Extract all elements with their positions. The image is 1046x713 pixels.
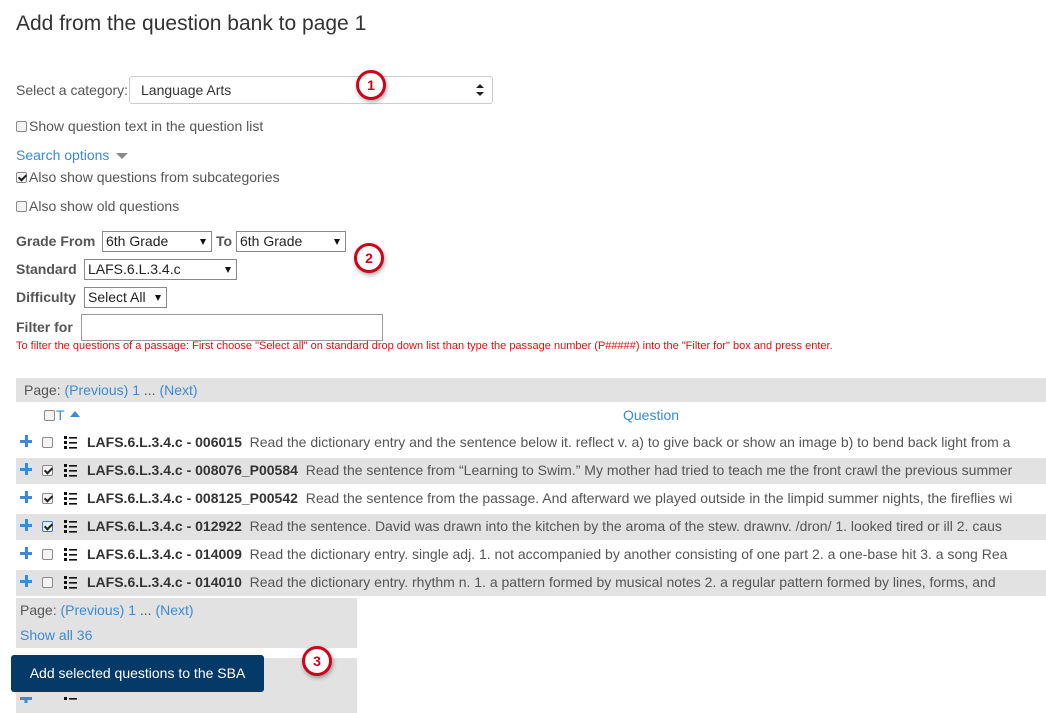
grade-from-label: Grade From <box>16 233 96 249</box>
column-type-header[interactable] <box>56 407 80 423</box>
category-label: Select a category: <box>16 82 129 98</box>
question-body: Read the sentence from the passage. And afterward we played outside in the limpid summer nights, the fireflies wi <box>305 490 1013 506</box>
pager-page-label: Page: <box>24 382 61 398</box>
expand-plus-icon[interactable] <box>20 463 32 475</box>
select-all-checkbox[interactable] <box>44 410 55 421</box>
select-arrows-icon <box>476 83 484 97</box>
pager-paren: ) <box>192 382 198 398</box>
expand-plus-icon[interactable] <box>20 435 32 447</box>
filter-for-input[interactable] <box>81 314 383 341</box>
old-questions-label: Also show old questions <box>29 198 180 214</box>
pager-paren: ( <box>159 382 165 398</box>
grade-to-label: To <box>216 233 233 249</box>
plus-icon <box>20 697 32 703</box>
subcategories-checkbox[interactable] <box>16 172 27 183</box>
dropdown-arrow-icon <box>334 239 340 245</box>
pager-paren: ) <box>123 382 129 398</box>
pager-next-link[interactable]: Next <box>164 382 193 398</box>
search-options-label: Search options <box>16 147 110 163</box>
pager-page-label: Page: <box>20 602 57 618</box>
callout-badge-2: 2 <box>354 243 384 273</box>
question-id: LAFS.6.L.3.4.c - 008076_P00584 <box>87 462 298 478</box>
show-all-link[interactable]: Show all 36 <box>20 627 93 643</box>
expand-plus-icon[interactable] <box>20 491 32 503</box>
pager-paren: ( <box>155 602 161 618</box>
sort-ascending-icon <box>70 411 80 418</box>
add-selected-questions-button[interactable]: Add selected questions to the SBA <box>11 655 264 692</box>
question-text <box>87 490 1012 506</box>
question-body: Read the sentence. David was drawn into the kitchen by the aroma of the stew. drawnv. /dron/ 1. looked tired or ill 2. caus <box>249 518 1002 534</box>
grade-to-select[interactable] <box>236 231 346 252</box>
table-row <box>16 570 1046 596</box>
list-type-icon <box>64 464 77 477</box>
row-select-checkbox[interactable] <box>42 437 53 448</box>
pager-paren: ( <box>60 602 66 618</box>
question-text <box>87 434 1010 450</box>
expand-plus-icon[interactable] <box>20 519 32 531</box>
pager-ellipsis: ... <box>143 382 156 398</box>
grade-to-value: 6th Grade <box>240 233 303 249</box>
list-type-icon <box>64 436 77 449</box>
row-select-checkbox[interactable] <box>42 521 53 532</box>
callout-badge-1: 1 <box>356 70 386 100</box>
table-row <box>16 458 1046 484</box>
list-type-icon <box>64 548 77 561</box>
question-text <box>87 574 996 590</box>
question-text <box>87 546 1007 562</box>
pager-previous-link[interactable]: Previous <box>65 602 120 618</box>
search-options-link[interactable] <box>16 147 128 163</box>
question-text <box>87 462 1012 478</box>
pager-bottom-line <box>20 599 357 621</box>
list-type-icon <box>64 520 77 533</box>
question-id: LAFS.6.L.3.4.c - 014009 <box>87 546 242 562</box>
subcategories-label: Also show questions from subcategories <box>29 169 280 185</box>
grade-from-value: 6th Grade <box>106 233 169 249</box>
pager-paren: ( <box>64 382 70 398</box>
show-question-text-checkbox[interactable] <box>16 121 27 132</box>
table-row <box>16 486 1046 512</box>
row-select-checkbox[interactable] <box>42 549 53 560</box>
question-body: Read the dictionary entry and the sentence below it. reflect v. a) to give back or show an image b) to bend back light from a <box>249 434 1011 450</box>
callout-badge-3: 3 <box>302 646 332 676</box>
question-body: Read the dictionary entry. rhythm n. 1. a pattern formed by musical notes 2. a regular pattern formed by lines, forms, and <box>249 574 996 590</box>
list-type-icon <box>64 492 77 505</box>
question-id: LAFS.6.L.3.4.c - 012922 <box>87 518 242 534</box>
pager-current-page[interactable]: 1 <box>132 382 140 398</box>
expand-plus-icon[interactable] <box>20 575 32 587</box>
row-select-checkbox[interactable] <box>42 465 53 476</box>
old-questions-checkbox[interactable] <box>16 201 27 212</box>
standard-value: LAFS.6.L.3.4.c <box>88 261 181 277</box>
pager-paren: ) <box>188 602 194 618</box>
pager-paren: ) <box>119 602 125 618</box>
question-id: LAFS.6.L.3.4.c - 014010 <box>87 574 242 590</box>
page-title: Add from the question bank to page 1 <box>16 12 367 35</box>
question-id: LAFS.6.L.3.4.c - 006015 <box>87 434 242 450</box>
grade-from-select[interactable] <box>102 231 212 252</box>
caret-down-icon <box>116 152 128 160</box>
expand-plus-icon[interactable] <box>20 547 32 559</box>
standard-label: Standard <box>16 261 77 277</box>
standard-select[interactable] <box>84 259 237 280</box>
difficulty-select[interactable] <box>84 287 167 308</box>
list-icon <box>64 697 77 701</box>
row-select-checkbox[interactable] <box>42 577 53 588</box>
list-type-icon <box>64 576 77 589</box>
difficulty-label: Difficulty <box>16 289 76 305</box>
dropdown-arrow-icon <box>200 239 206 245</box>
pager-bottom <box>16 598 357 648</box>
column-type-label: T <box>56 407 65 423</box>
column-question-header[interactable]: Question <box>623 407 680 423</box>
question-body: Read the sentence from “Learning to Swim.” My mother had tried to teach me the front crawl the previous summer <box>305 462 1013 478</box>
dropdown-arrow-icon <box>155 295 161 301</box>
pager-current-page[interactable]: 1 <box>128 602 136 618</box>
pager-ellipsis: ... <box>139 602 152 618</box>
question-id: LAFS.6.L.3.4.c - 008125_P00542 <box>87 490 298 506</box>
row-select-checkbox[interactable] <box>42 493 53 504</box>
question-body: Read the dictionary entry. single adj. 1. not accompanied by another consisting of one part 2. a one-base hit 3. a song Rea <box>249 546 1008 562</box>
category-select[interactable] <box>129 76 493 104</box>
difficulty-value: Select All <box>88 289 146 305</box>
category-selected-value: Language Arts <box>141 82 232 98</box>
pager-next-link[interactable]: Next <box>160 602 189 618</box>
table-row <box>16 514 1046 540</box>
filter-hint: To filter the questions of a passage: First choose "Select all" on standard drop down list than type the passage number (P#####) into the "Filter for" box and press enter. <box>16 340 833 352</box>
question-text <box>87 518 1002 534</box>
table-row <box>16 430 1046 456</box>
dropdown-arrow-icon <box>225 267 231 273</box>
show-question-text-label: Show question text in the question list <box>29 118 264 134</box>
pager-previous-link[interactable]: Previous <box>69 382 124 398</box>
pager-top <box>16 378 1046 402</box>
filter-for-label: Filter for <box>16 319 73 335</box>
table-row <box>16 542 1046 568</box>
